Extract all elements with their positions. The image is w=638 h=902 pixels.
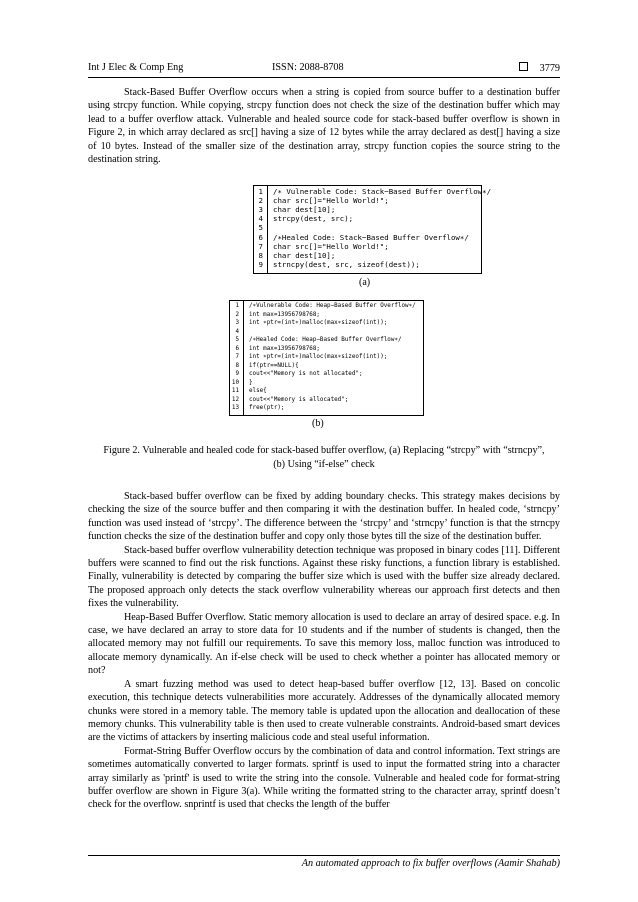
intro-text (88, 86, 560, 166)
line-number-divider (243, 301, 244, 415)
code-line-number: 9 (258, 259, 263, 269)
code-line-number: 8 (235, 362, 239, 369)
running-footer: An automated approach to fix buffer overflows (Aamir Shahab) (301, 858, 560, 869)
code-line: strcpy(dest, src); (273, 214, 354, 224)
code-line: /∗Healed Code: Heap−Based Buffer Overflow∗/ (249, 337, 402, 343)
code-line-number: 5 (235, 337, 239, 343)
code-line-number: 10 (231, 379, 239, 386)
code-line: } (249, 379, 253, 386)
code-line-number: 2 (235, 311, 239, 318)
figure-caption-line1: Figure 2. Vulnerable and healed code for stack-based buffer overflow, (a) Replacing “strcpy” with “strncpy”, (103, 445, 545, 456)
code-line: int ∗ptr=(int∗)malloc(max∗sizeof(int)); (249, 354, 388, 360)
line-number-divider (267, 186, 268, 273)
code-listing-b (229, 300, 424, 416)
code-line-number: 1 (258, 187, 263, 196)
code-line-number: 4 (235, 328, 239, 335)
code-line-number: 6 (235, 345, 239, 352)
figure-caption (88, 444, 560, 472)
code-line: cout<<"Memory is not allocated"; (249, 371, 363, 377)
footer-rule (88, 855, 560, 856)
code-line-number: 13 (231, 405, 239, 411)
code-line: /∗Healed Code: Stack−Based Buffer Overflow∗/ (273, 232, 469, 242)
code-line: /∗Vulnerable Code: Heap−Based Buffer Overflow∗/ (249, 303, 416, 309)
code-line: char dest[10]; (273, 205, 336, 215)
body-text (88, 490, 560, 812)
code-line-number: 11 (231, 388, 239, 394)
code-line: free(ptr); (249, 405, 285, 411)
subfigure-label-b: (b) (312, 418, 324, 429)
code-line-number: 3 (235, 320, 239, 326)
page-number-group (519, 62, 560, 74)
code-line-number: 7 (258, 241, 263, 251)
code-line: strncpy(dest, src, sizeof(dest)); (273, 259, 420, 269)
code-line-number: 5 (258, 223, 263, 233)
code-line: char dest[10]; (273, 250, 336, 260)
body-paragraph: A smart fuzzing method was used to detect heap-based buffer overflow [12, 13]. Based on concolic execution, this technique detects vulnerabilities more accurately. Addresses of the dynamically allocated memory chunks were stored in a memory table. The memory table is updated upon the allocation and deallocation of these memory chunks. This vulnerability table is then used to create vulnerable constraints. Android-based smart devices are the victims of attackers by inserting malicious code and steal useful information. (88, 678, 560, 744)
code-line-number: 9 (235, 371, 239, 377)
code-line-number: 1 (235, 303, 239, 309)
code-line: /∗ Vulnerable Code: Stack−Based Buffer Overflow∗/ (273, 187, 492, 196)
code-line-number: 2 (258, 196, 263, 206)
body-paragraph: Stack-based buffer overflow can be fixed by adding boundary checks. This strategy makes decisions by checking the size of the source buffer and then comparing it with the destination buffer. In healed code, ‘strncpy’ function was used instead of ‘strcpy’. The difference between the ‘strcpy’ and ‘strncpy’ function is that the strncpy function checks the size of the destination buffer and copy only those bytes till the size of the destination buffer. (88, 491, 560, 543)
checkbox-square-icon (519, 62, 528, 71)
code-line: char src[]="Hello World!"; (273, 196, 389, 206)
body-paragraph: Stack-based buffer overflow vulnerability detection technique was proposed in binary codes [11]. Different buffers were scanned to find out the risk functions. Against these risky functions, a function library is established. Finally, vulnerability is detected by comparing the buffer size which is used with the buffer size already declared. The proposed approach only detects the stack overflow vulnerability whereas our approach first detects and then fixes the vulnerability. (88, 544, 560, 610)
code-line-number: 8 (258, 250, 263, 260)
journal-name: Int J Elec & Comp Eng (88, 62, 184, 73)
code-line: cout<<"Memory is allocated"; (249, 396, 349, 403)
code-line: int max=13956798768; (249, 311, 320, 318)
code-line-number: 12 (231, 396, 239, 403)
intro-paragraph: Stack-Based Buffer Overflow occurs when a string is copied from source buffer to a destination buffer using strcpy function. While copying, strcpy function does not check the size of the destination buffer which may lead to a buffer overflow attack. Vulnerable and healed source code for stack-based buffer overflow is shown in Figure 2, in which array declared as src[] having a size of 12 bytes while the array declared as dest[] having a size of 10 bytes. Instead of the smaller size of the destination array, strcpy function copies the source string to the destination string. (88, 87, 560, 166)
code-line-number: 3 (258, 205, 263, 215)
issn: ISSN: 2088-8708 (272, 62, 344, 73)
running-header (88, 62, 560, 76)
page-number: 3779 (539, 63, 560, 74)
code-listing-a (253, 185, 492, 274)
code-line: if(ptr==NULL){ (249, 362, 299, 369)
header-rule (88, 77, 560, 78)
code-line: else{ (249, 388, 267, 394)
code-line: int max=13956798768; (249, 345, 320, 352)
code-line-number: 6 (258, 232, 263, 242)
code-line-number: 7 (235, 354, 239, 360)
figure-caption-line2: (b) Using “if-else” check (273, 459, 375, 470)
subfigure-label-a: (a) (359, 277, 371, 288)
body-paragraph: Heap-Based Buffer Overflow. Static memory allocation is used to declare an array of desired space. e.g. In case, we have declared an array to store data for 10 students and if the number of students is changed, then the allocated memory may not fulfill our requirements. To save this memory loss, malloc function was introduced to allocate memory dynamically. An if-else check will be used to check whether a pointer has allocated memory or not? (88, 611, 560, 677)
code-line: char src[]="Hello World!"; (273, 241, 389, 251)
code-line: int ∗ptr=(int∗)malloc(max∗sizeof(int)); (249, 320, 388, 326)
body-paragraph: Format-String Buffer Overflow occurs by the combination of data and control information. Text strings are sometimes automatically converted to larger formats. sprintf is used to input the formatted string into a character array similarly as 'printf' is used to write the string into the console. Vulnerable and healed code for format-string buffer overflow are shown in Figure 3(a). While writing the formatted string to the character array, sprintf doesn’t check for the overflow. snprintf is used that checks the length of the buffer (88, 745, 560, 811)
code-line-number: 4 (258, 214, 263, 224)
